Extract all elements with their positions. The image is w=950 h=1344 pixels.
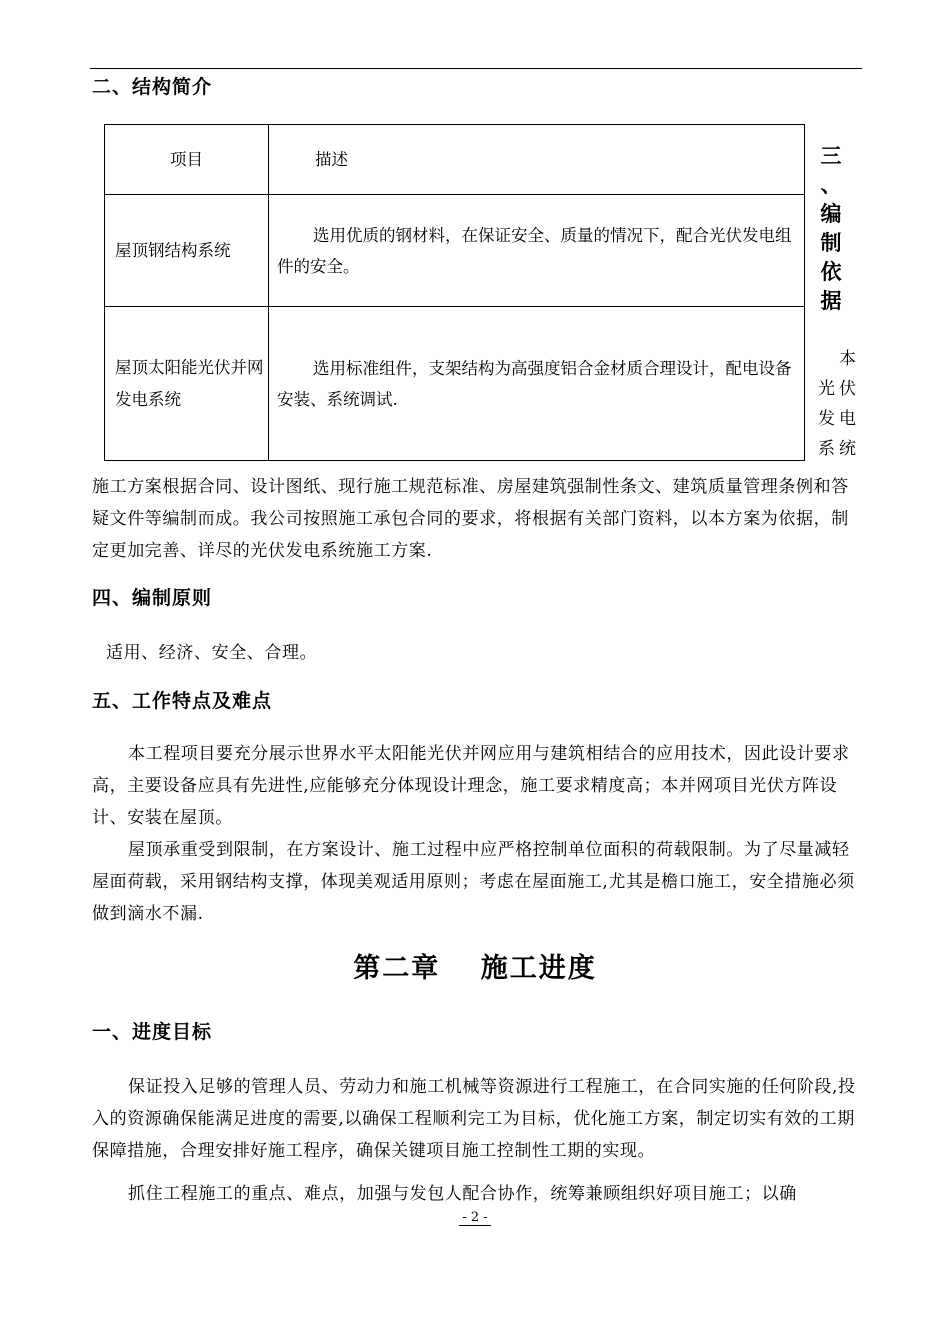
title-char: 据 — [820, 289, 842, 313]
section-2-title: 二、结构简介 — [92, 76, 213, 98]
header-item: 项目 — [105, 125, 269, 195]
page-number — [0, 1210, 950, 1225]
table-row — [105, 195, 805, 307]
row-item: 屋顶钢结构系统 — [105, 195, 269, 307]
title-char: 依 — [820, 260, 842, 284]
table-row — [105, 307, 805, 461]
title-char: 制 — [820, 231, 842, 255]
page-number-text: - 2 - — [459, 1210, 490, 1226]
title-char: 编 — [820, 202, 842, 226]
section-3-body: 施工方案根据合同、设计图纸、现行施工规范标准、房屋建筑强制性条文、建筑质量管理条例和答疑文件等编制而成。我公司按照施工承包合同的要求，将根据有关部门资料，以本方案为依据，制定更加完善、详尽的光伏发电系统施工方案. — [92, 477, 849, 561]
side-line: 本 — [839, 349, 860, 369]
header-desc: 描述 — [269, 125, 805, 195]
progress-goal-paragraph-1: 保证投入足够的管理人员、劳动力和施工机械等资源进行工程施工，在合同实施的任何阶段,投入的资源确保能满足进度的需要,以确保工程顺利完工为目标，优化施工方案，制定切实有效的工期保障措施，合理安排好施工程序，确保关键项目施工控制性工期的实现。 — [92, 1077, 856, 1161]
side-line: 发电 — [818, 409, 860, 429]
section-3-side-text — [818, 344, 862, 464]
table-header-row — [105, 125, 805, 195]
section-4-body: 适用、经济、安全、合理。 — [106, 643, 318, 663]
title-char: 三 — [820, 144, 842, 168]
section-5-paragraph-2: 屋顶承重受到限制，在方案设计、施工过程中应严格控制单位面积的荷载限制。为了尽量减轻屋面荷载，采用钢结构支撑，体现美观适用原则；考虑在屋面施工,尤其是檐口施工，安全措施必须做到滴水不漏. — [92, 840, 855, 924]
row-item: 屋顶太阳能光伏并网发电系统 — [105, 307, 269, 461]
row-desc: 选用标准组件，支架结构为高强度铝合金材质合理设计，配电设备安装、系统调试. — [269, 307, 805, 461]
side-line: 系统 — [818, 439, 860, 459]
progress-goal-title: 一、进度目标 — [92, 1021, 213, 1043]
section-5-title: 五、工作特点及难点 — [92, 690, 273, 712]
side-line: 光伏 — [818, 379, 860, 399]
chapter-title: 第二章 施工进度 — [353, 953, 597, 984]
section-5-paragraph-1: 本工程项目要充分展示世界水平太阳能光伏并网应用与建筑相结合的应用技术，因此设计要求高，主要设备应具有先进性,应能够充分体现设计理念，施工要求精度高；本并网项目光伏方阵设计、安装在屋顶。 — [92, 744, 850, 828]
section-3-title-vertical — [818, 142, 844, 316]
header-rule — [90, 68, 862, 69]
section-4-title: 四、编制原则 — [92, 587, 213, 609]
progress-goal-paragraph-2: 抓住工程施工的重点、难点，加强与发包人配合协作，统筹兼顾组织好项目施工；以确 — [128, 1184, 797, 1204]
structure-table — [104, 124, 805, 461]
row-desc: 选用优质的钢材料，在保证安全、质量的情况下，配合光伏发电组件的安全。 — [269, 195, 805, 307]
title-char: 、 — [820, 173, 842, 197]
